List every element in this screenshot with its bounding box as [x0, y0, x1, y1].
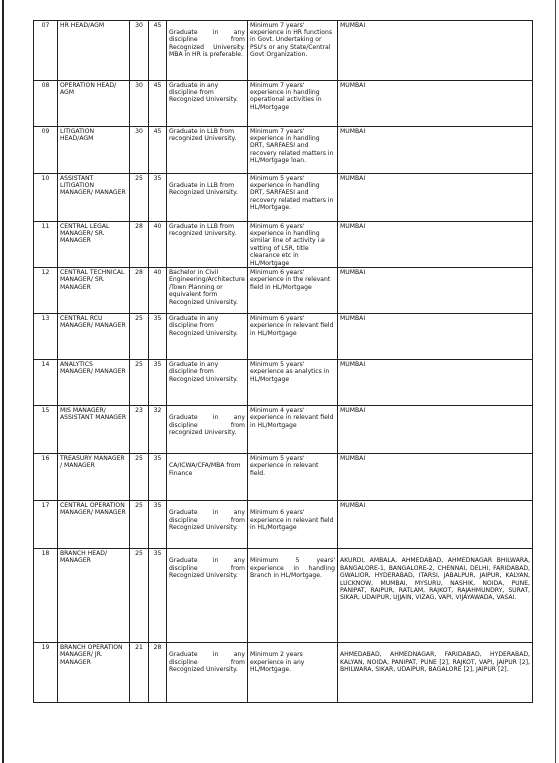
location: MUMBAI: [338, 406, 533, 454]
qualification: CA/ICWA/CFA/MBA from Finance: [167, 454, 248, 501]
max-age: 35: [149, 314, 167, 360]
experience: Minimum 7 years' experience in handling DRT, SARFAESI and recovery related matters in HL/Mortgage loan.: [248, 127, 338, 174]
qualification: Graduate in any discipline from Recognized University.: [167, 314, 248, 360]
table-row: [34, 314, 533, 360]
post-name: LITIGATION HEAD/AGM: [58, 127, 130, 174]
max-age: 35: [149, 454, 167, 501]
serial-number: 09: [34, 127, 58, 174]
qualification: Graduate in any discipline from Recognized University.: [167, 643, 248, 703]
table-row: [34, 501, 533, 549]
max-age: 35: [149, 360, 167, 406]
qualification: Graduate in LLB from recognized University.: [167, 222, 248, 268]
post-name: CENTRAL LEGAL MANAGER/ SR. MANAGER: [58, 222, 130, 268]
qualification: Graduate in any discipline from Recognized University. MBA in HR is preferable.: [167, 21, 248, 81]
min-age: 30: [130, 21, 149, 81]
serial-number: 16: [34, 454, 58, 501]
post-name: BRANCH HEAD/ MANAGER: [58, 549, 130, 643]
post-name: CENTRAL RCU MANAGER/ MANAGER: [58, 314, 130, 360]
max-age: 45: [149, 127, 167, 174]
max-age: 28: [149, 643, 167, 703]
location: MUMBAI: [338, 222, 533, 268]
table-row: [34, 174, 533, 222]
serial-number: 14: [34, 360, 58, 406]
min-age: 25: [130, 454, 149, 501]
table-row: [34, 643, 533, 703]
min-age: 25: [130, 501, 149, 549]
min-age: 23: [130, 406, 149, 454]
location: MUMBAI: [338, 268, 533, 314]
serial-number: 10: [34, 174, 58, 222]
experience: Minimum 7 years' experience in HR functions in Govt. Undertaking or PSU's or any State/Central Govt Organization.: [248, 21, 338, 81]
location: MUMBAI: [338, 501, 533, 549]
post-name: MIS MANAGER/ ASSISTANT MANAGER: [58, 406, 130, 454]
serial-number: 18: [34, 549, 58, 643]
location: MUMBAI: [338, 454, 533, 501]
table-row: [34, 222, 533, 268]
serial-number: 11: [34, 222, 58, 268]
min-age: 21: [130, 643, 149, 703]
location: MUMBAI: [338, 127, 533, 174]
experience: Minimum 4 years' experience in relevant field in HL/Mortgage: [248, 406, 338, 454]
qualification: Graduate in any discipline from Recognized University.: [167, 81, 248, 127]
min-age: 25: [130, 549, 149, 643]
table-row: [34, 454, 533, 501]
serial-number: 19: [34, 643, 58, 703]
serial-number: 13: [34, 314, 58, 360]
max-age: 32: [149, 406, 167, 454]
location: MUMBAI: [338, 174, 533, 222]
max-age: 35: [149, 501, 167, 549]
experience: Minimum 5 years' experience in handling DRT, SARFAESI and recovery related matters in HL/Mortgage.: [248, 174, 338, 222]
experience: Minimum 6 years' experience in relevant field in HL/Mortgage: [248, 314, 338, 360]
location: AKURDI, AMBALA, AHMEDABAD, AHMEDNAGAR BHILWARA, BANGALORE-1, BANGALORE-2, CHENNAI, DELHI, FARIDABAD, GWALIOR, HYDERABAD, ITARSI, JABALPUR, JAIPUR, KALYAN, LUCKNOW, MUMBAI, MYSURU, NASHIK, NOIDA, PUNE, PANIPAT, RAIPUR, RATLAM, RAJKOT, RAJAHMUNDRY, SURAT, SIKAR, UDAIPUR, UJJAIN, VIZAG, VAPI, VIJAYAWADA, VASAI.: [338, 549, 533, 643]
min-age: 30: [130, 81, 149, 127]
page-left-border: [2, 0, 4, 763]
table-row: [34, 549, 533, 643]
max-age: 35: [149, 174, 167, 222]
post-name: CENTRAL OPERATION MANAGER/ MANAGER: [58, 501, 130, 549]
min-age: 30: [130, 127, 149, 174]
post-name: CENTRAL TECHNICAL MANAGER/ SR. MANAGER: [58, 268, 130, 314]
post-name: ANALYTICS MANAGER/ MANAGER: [58, 360, 130, 406]
location: MUMBAI: [338, 314, 533, 360]
experience: Minimum 7 years' experience in handling operational activities in HL/Mortgage: [248, 81, 338, 127]
min-age: 25: [130, 360, 149, 406]
vacancy-table: [33, 20, 533, 703]
max-age: 40: [149, 268, 167, 314]
min-age: 25: [130, 314, 149, 360]
experience: Minimum 6 years' experience in relevant field in HL/Mortgage: [248, 501, 338, 549]
min-age: 25: [130, 174, 149, 222]
max-age: 35: [149, 549, 167, 643]
qualification: Graduate in any discipline from Recognized University.: [167, 501, 248, 549]
serial-number: 08: [34, 81, 58, 127]
serial-number: 12: [34, 268, 58, 314]
location: MUMBAI: [338, 360, 533, 406]
table-row: [34, 268, 533, 314]
qualification: Graduate in LLB from Recognized University.: [167, 174, 248, 222]
experience: Minimum 6 years' experience in handling similar line of activity i.e vetting of LSR, title clearance etc in HL/Mortgage: [248, 222, 338, 268]
table-row: [34, 406, 533, 454]
location: AHMEDABAD, AHMEDNAGAR, FARIDABAD, HYDERABAD, KALYAN, NOIDA, PANIPAT, PUNE [2], RAJKOT, VAPI, JAIPUR [2], BHILWARA, SIKAR, UDAIPUR, BAGALORE [2], JAIPUR [2].: [338, 643, 533, 703]
serial-number: 15: [34, 406, 58, 454]
min-age: 28: [130, 268, 149, 314]
max-age: 45: [149, 21, 167, 81]
post-name: HR HEAD/AGM: [58, 21, 130, 81]
min-age: 28: [130, 222, 149, 268]
qualification: Graduate in any discipline from Recognized University.: [167, 360, 248, 406]
qualification: Bachelor in Civil Engineering/Architecture/Town Planning or equivalent form Recognized University.: [167, 268, 248, 314]
experience: Minimum 5 years' experience as analytics in HL/Mortgage: [248, 360, 338, 406]
table-row: [34, 21, 533, 81]
table-row: [34, 360, 533, 406]
serial-number: 07: [34, 21, 58, 81]
qualification: Graduate in any discipline from recognized University.: [167, 406, 248, 454]
max-age: 40: [149, 222, 167, 268]
max-age: 45: [149, 81, 167, 127]
qualification: Graduate in any discipline from Recognized University.: [167, 549, 248, 643]
serial-number: 17: [34, 501, 58, 549]
post-name: ASSISTANT LITIGATION MANAGER/ MANAGER: [58, 174, 130, 222]
page-right-border: [555, 0, 556, 763]
post-name: TREASURY MANAGER / MANAGER: [58, 454, 130, 501]
location: MUMBAI: [338, 21, 533, 81]
post-name: OPERATION HEAD/ AGM: [58, 81, 130, 127]
experience: Minimum 6 years' experience in the relevant field in HL/Mortgage: [248, 268, 338, 314]
qualification: Graduate in LLB from recognized University.: [167, 127, 248, 174]
table-row: [34, 81, 533, 127]
experience: Minimum 5 years' experience in handling Branch in HL/Mortgage.: [248, 549, 338, 643]
table-row: [34, 127, 533, 174]
location: MUMBAI: [338, 81, 533, 127]
experience: Minimum 2 years experience in any HL/Mortgage.: [248, 643, 338, 703]
experience: Minimum 5 years' experience in relevant field.: [248, 454, 338, 501]
post-name: BRANCH OPERATION MANAGER/ JR. MANAGER: [58, 643, 130, 703]
